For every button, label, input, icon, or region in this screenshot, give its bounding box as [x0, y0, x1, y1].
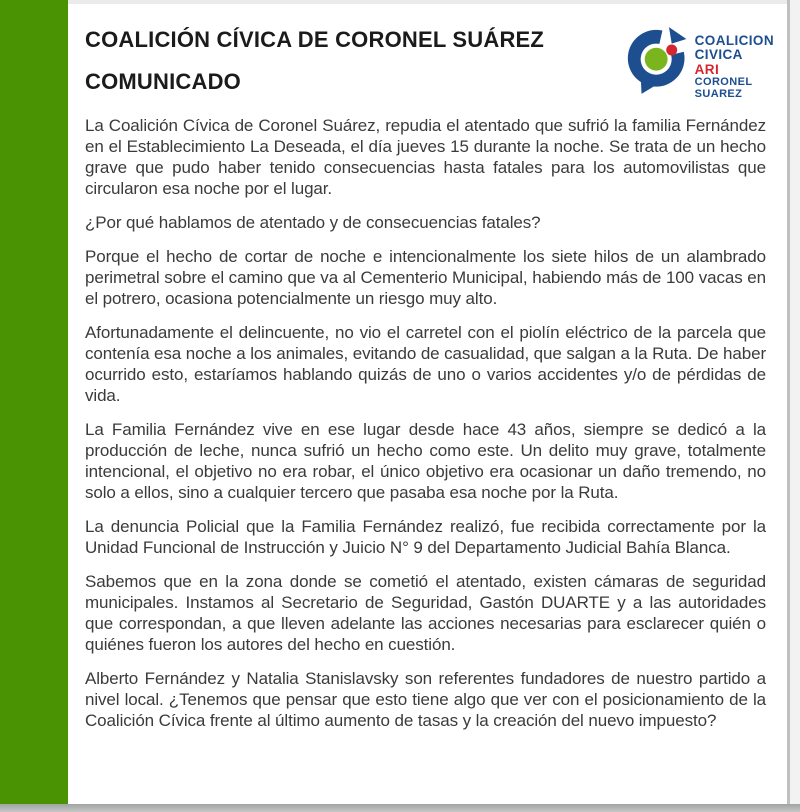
page-title: COALICIÓN CÍVICA DE CORONEL SUÁREZ — [85, 27, 545, 52]
paragraph-question: Alberto Fernández y Natalia Stanislavsky son referentes fundadores de nuestro partido a nivel local. ¿Tenemos que pensar que esto tiene algo que ver con el posicionamiento de la Coalición Cívica frente al último aumento de tasas y la creación del nuevo impuesto? — [85, 669, 766, 730]
logo-place-line1: CORONEL — [694, 76, 753, 88]
coalicion-civica-logo-icon — [626, 27, 690, 95]
logo-org-line2: CIVICA — [694, 47, 743, 62]
document-content — [68, 0, 788, 804]
logo-party-label: ARI — [694, 62, 720, 77]
page-bottom-edge — [0, 804, 800, 812]
paragraph: Sabemos que en la zona donde se cometió el atentado, existen cámaras de seguridad municipales. Instamos al Secretario de Seguridad, Gastón DUARTE y a las autoridades que correspondan, a que lleven adelante las acciones necesarias para esclarecer quién o quiénes fueron los autores del hecho en cuestión. — [85, 572, 766, 654]
paragraph: La Familia Fernández vive en ese lugar desde hace 43 años, siempre se dedicó a la producción de leche, nunca sufrió un hecho como este. Un delito muy grave, totalmente intencional, el objetivo no era robar, el único objetivo era ocasionar un daño tremendo, no solo a ellos, sino a cualquier tercero que pasaba esa noche por la Ruta. — [85, 420, 766, 502]
page-subtitle: COMUNICADO — [85, 69, 241, 94]
paragraph: La denuncia Policial que la Familia Fernández realizó, fue recibida correctamente por la Unidad Funcional de Instrucción y Juicio N° 9 del Departamento Judicial Bahía Blanca. — [85, 517, 766, 557]
document-body — [85, 115, 766, 731]
paragraph-question: ¿Por qué hablamos de atentado y de consecuencias fatales? — [85, 213, 541, 232]
paragraph: Porque el hecho de cortar de noche e intencionalmente los siete hilos de un alambrado perimetral sobre el camino que va al Cementerio Municipal, habiendo más de 100 vacas en el potrero, ocasiona potencialmente un riesgo muy alto. — [85, 247, 766, 308]
page-right-edge — [787, 0, 800, 804]
coalicion-civica-logo-text — [695, 27, 774, 100]
green-sidebar — [0, 0, 68, 804]
paragraph: La Coalición Cívica de Coronel Suárez, repudia el atentado que sufrió la familia Fernández en el Establecimiento La Deseada, el día jueves 15 durante la noche. Se trata de un hecho grave que pudo haber tenido consecuencias hasta fatales para los automovilistas que circularon esa noche por el lugar. — [85, 116, 766, 198]
coalicion-civica-logo — [626, 27, 774, 100]
logo-place-line2: SUAREZ — [694, 87, 743, 100]
paragraph: Afortunadamente el delincuente, no vio el carretel con el piolín eléctrico de la parcela que contenía esa noche a los animales, evitando de casualidad, que salgan a la Ruta. De haber ocurrido esto, estaríamos hablando quizás de uno o varios accidentes y/o de pérdidas de vida. — [85, 323, 767, 405]
logo-org-line1: COALICION — [694, 33, 774, 48]
